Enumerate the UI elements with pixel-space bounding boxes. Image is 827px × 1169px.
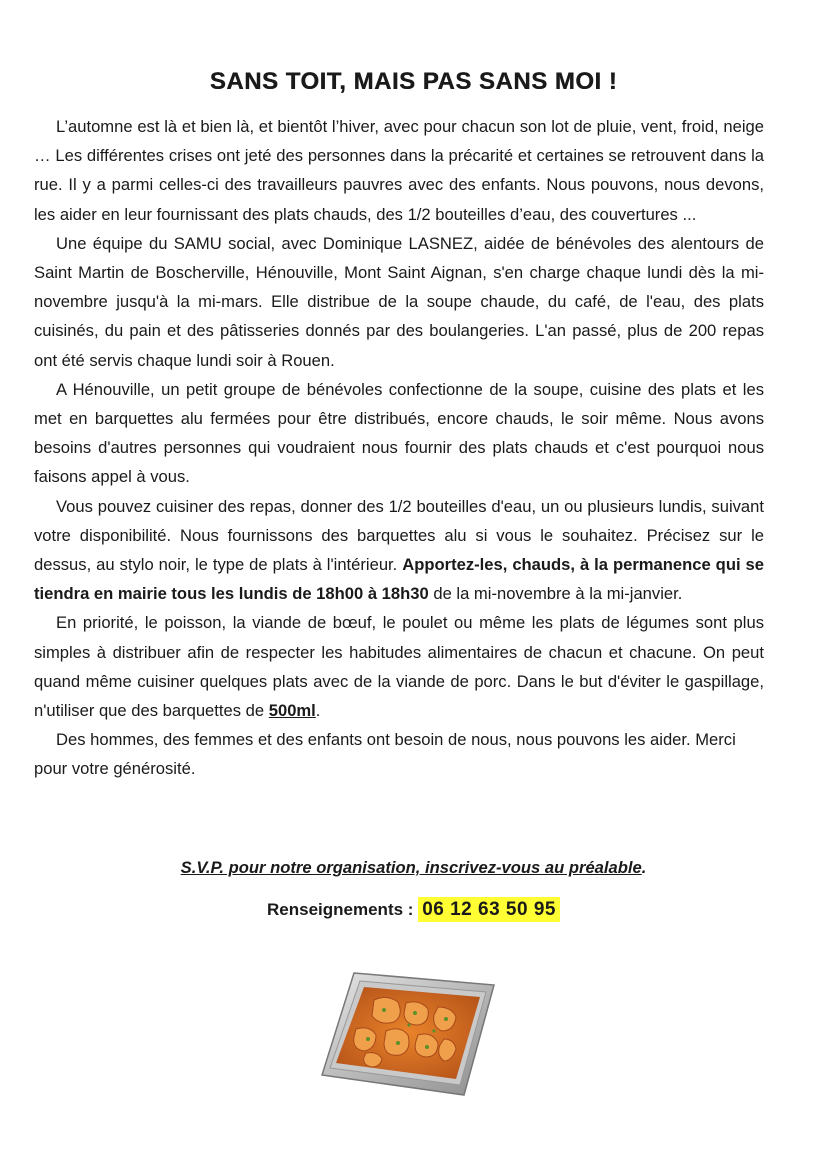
paragraph-6: Des hommes, des femmes et des enfants ont besoin de nous, nous pouvons les aider. Merci pour votre générosité.: [34, 730, 736, 779]
paragraph-4-text: Vous pouvez cuisiner des repas, donner des 1/2 bouteilles d'eau, un ou plusieurs lundis, suivant votre disponibilité. Nous fournissons des barquettes alu si vous le souhaitez. Précisez sur le dessus, au stylo noir, le type de plats à l'intérieur.: [34, 496, 764, 575]
food-tray-image: [314, 955, 510, 1105]
paragraph-5-end: .: [315, 701, 321, 721]
paragraph-2: Une équipe du SAMU social, avec Dominique LASNEZ, aidée de bénévoles des alentours de Saint Martin de Boscherville, Hénouville, Mont Saint Aignan, s'en charge chaque lundi dès la mi-novembre jusqu'à la mi-mars. Elle distribue de la soupe chaude, du café, de l'eau, des plats cuisinés, du pain et des pâtisseries donnés par des boulangeries. L'an passé, plus de 200 repas ont été servis chaque lundi soir à Rouen.: [34, 233, 764, 370]
article-body: [34, 112, 764, 784]
paragraph-3: A Hénouville, un petit groupe de bénévoles confectionne de la soupe, cuisine des plats et les met en barquettes alu fermées pour être distribués, encore chauds, le soir même. Nous avons besoins d'autres personnes qui voudraient nous fournir des plats chauds et c'est pourquoi nous faisons appel à vous.: [34, 379, 764, 487]
contact-line: [0, 899, 827, 921]
svp-notice-end: .: [641, 858, 647, 877]
paragraph-5: [34, 608, 764, 725]
paragraph-4: [34, 492, 764, 609]
paragraph-5-bold: 500ml: [268, 701, 316, 721]
page-title: SANS TOIT, MAIS PAS SANS MOI !: [209, 68, 618, 95]
svp-notice-text: S.V.P. pour notre organisation, inscrivez-vous au préalable: [180, 858, 642, 877]
contact-label: Renseignements :: [267, 900, 414, 919]
paragraph-4-end: de la mi-novembre à la mi-janvier.: [433, 584, 683, 604]
phone-number: 06 12 63 50 95: [418, 897, 560, 922]
paragraph-1: L’automne est là et bien là, et bientôt l’hiver, avec pour chacun son lot de pluie, vent, froid, neige … Les différentes crises ont jeté des personnes dans la précarité et certaines se retrouvent dans la rue. Il y a parmi celles-ci des travailleurs pauvres avec des enfants. Nous pouvons, nous devons, les aider en leur fournissant des plats chauds, des 1/2 bouteilles d’eau, des couvertures ...: [34, 117, 764, 224]
paragraph-5-text: En priorité, le poisson, la viande de bœuf, le poulet ou même les plats de légumes sont plus simples à distribuer afin de respecter les habitudes alimentaires de chacun et chacune. On peut quand même cuisiner quelques plats avec de la viande de porc. Dans le but d'éviter le gaspillage, n'utiliser que des barquettes de: [34, 613, 764, 721]
svp-notice: [0, 858, 827, 878]
paragraph-4-bold: Apportez-les, chauds, à la permanence qui se tiendra en mairie tous les lundis de 18h00 à 18h30: [34, 555, 764, 604]
